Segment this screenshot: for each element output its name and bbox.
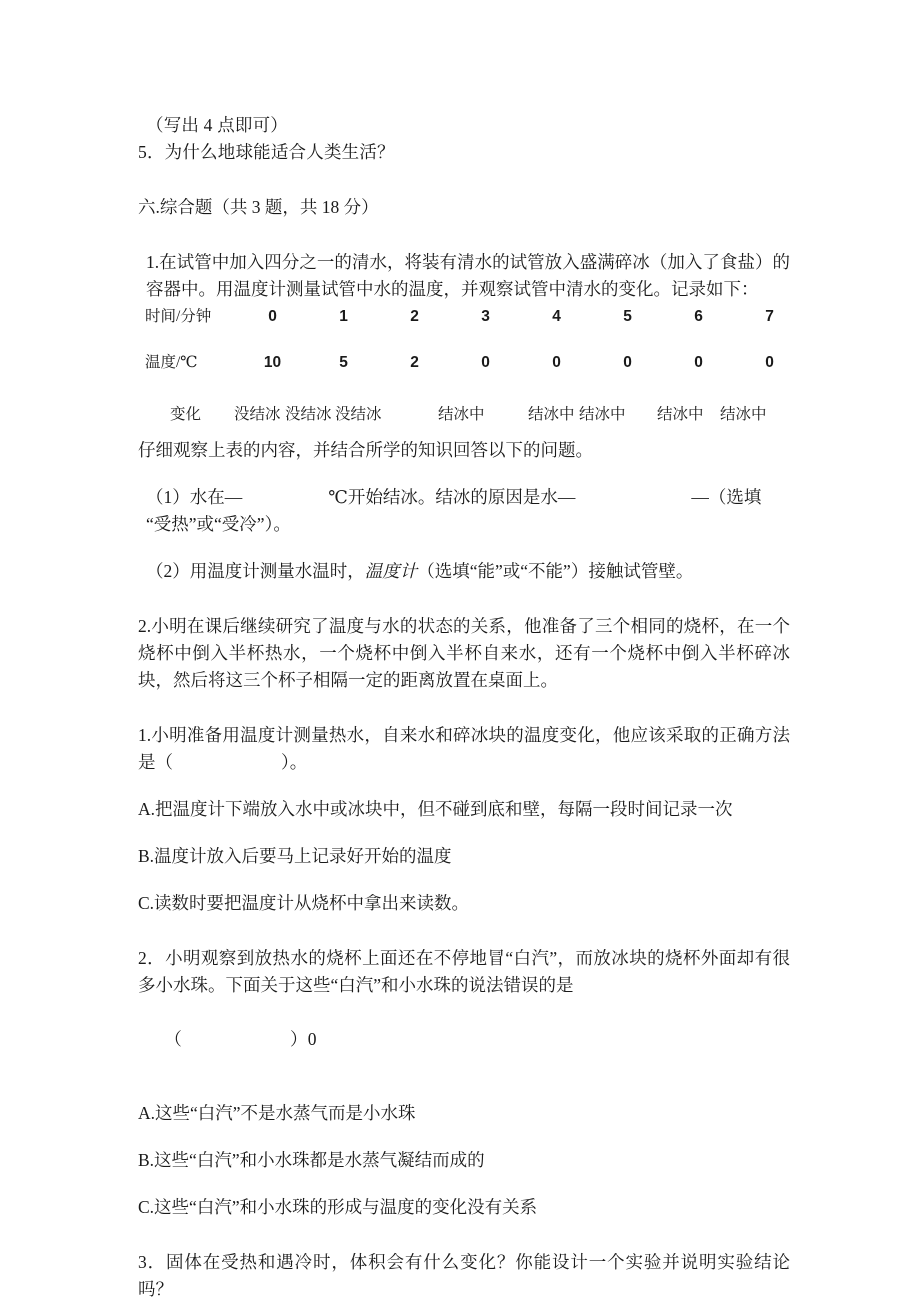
sub-question-1-part-d: “受热”或“受冷”）。 (146, 514, 291, 534)
change-cell: 没结冰 (335, 406, 382, 423)
spacer (138, 917, 790, 945)
temperature-cell: 0 (765, 354, 774, 371)
spacer (138, 1221, 790, 1249)
question-2-1-stem (138, 722, 790, 776)
hint-write-four-points: （写出 4 点即可） (146, 115, 288, 135)
spacer (138, 166, 790, 194)
temperature-cell: 0 (694, 354, 703, 371)
question-2-2-answer-parens (138, 999, 790, 1080)
temperature-cell: 0 (481, 354, 490, 371)
change-cell: 结冰中 (438, 406, 485, 423)
spacer (138, 870, 790, 890)
question-2-2-option-c[interactable]: C.这些“白汽”和小水珠的形成与温度的变化没有关系 (138, 1197, 538, 1217)
temperature-cell: 0 (552, 354, 561, 371)
time-cell: 7 (765, 308, 774, 325)
section-heading-six: 六.综合题（共 3 题，共 18 分） (138, 197, 379, 217)
temperature-cell: 5 (339, 354, 348, 371)
table-row-time (145, 307, 805, 353)
sub-question-1-part-c: —（选填 (691, 487, 762, 507)
question-2-2-stem: 2．小明观察到放热水的烧杯上面还在不停地冒“白汽”，而放冰块的烧杯外面却有很多小水珠。下面关于这些“白汽”和小水珠的说法错误的是 (138, 948, 790, 995)
time-cell: 0 (268, 308, 277, 325)
question-2-1-close: ）。 (281, 752, 308, 772)
spacer (138, 823, 790, 843)
table-row-change (145, 403, 790, 427)
sub-question-2-part-a: （2）用温度计测量水温时， (146, 561, 365, 581)
spacer (138, 221, 790, 249)
change-cell: 结冰中 (720, 406, 767, 423)
time-cell: 4 (552, 308, 561, 325)
comprehensive-question-1-stem: 1.在试管中加入四分之一的清水，将装有清水的试管放入盛满碎冰（加入了食盐）的容器中。用温度计测量试管中水的温度，并观察试管中清水的变化。记录如下： (146, 252, 790, 299)
spacer (138, 1127, 790, 1147)
question-5: 5．为什么地球能适合人类生活？ (138, 142, 395, 162)
temperature-cell: 10 (263, 354, 282, 371)
change-cell: 没结冰 (234, 406, 281, 423)
row-label-time: 时间/分钟 (145, 308, 212, 325)
row-label-change: 变化 (170, 406, 202, 423)
question-2-1-text: 1.小明准备用温度计测量热水，自来水和碎冰块的温度变化，他应该采取的正确方法是（ (138, 725, 790, 772)
sub-question-1-part-a: （1）水在— (146, 487, 243, 507)
spacer (138, 776, 790, 796)
time-cell: 3 (481, 308, 490, 325)
time-cell: 6 (694, 308, 703, 325)
sub-question-1 (138, 484, 790, 538)
spacer (138, 694, 790, 722)
question-2-1-option-a[interactable]: A.把温度计下端放入水中或冰块中，但不碰到底和壁，每隔一段时间记录一次 (138, 799, 733, 819)
spacer (138, 538, 790, 558)
question-2-2-option-b[interactable]: B.这些“白汽”和小水珠都是水蒸气凝结而成的 (138, 1150, 485, 1170)
question-2-1-option-c[interactable]: C.读数时要把温度计从烧杯中拿出来读数。 (138, 893, 470, 913)
paren-close: ）0 (290, 1029, 317, 1049)
time-cell: 5 (623, 308, 632, 325)
table-row-temperature (145, 353, 805, 403)
spacer (138, 427, 790, 437)
spacer (138, 585, 790, 613)
question-2-2-option-a[interactable]: A.这些“白汽”不是水蒸气而是小水珠 (138, 1103, 416, 1123)
change-cell: 结冰中 (528, 406, 575, 423)
temperature-cell: 0 (623, 354, 632, 371)
sub-question-2-italic-term: 温度计 (364, 561, 418, 581)
sub-question-1-part-b: ℃开始结冰。结冰的原因是水— (328, 487, 576, 507)
sub-question-2-part-b: （选填“能”或“不能”）接触试管壁。 (417, 561, 694, 581)
row-label-temperature: 温度/℃ (145, 354, 198, 371)
question-2-3-stem: 3．固体在受热和遇冷时，体积会有什么变化？你能设计一个实验并说明实验结论吗？ (138, 1252, 790, 1299)
change-cell: 结冰中 (579, 406, 626, 423)
change-cell: 结冰中 (657, 406, 704, 423)
spacer (138, 464, 790, 484)
observation-instruction: 仔细观察上表的内容，并结合所学的知识回答以下的问题。 (138, 440, 593, 460)
spacer (138, 1174, 790, 1194)
temperature-cell: 2 (410, 354, 419, 371)
paren-open: （ (164, 1029, 183, 1049)
sub-question-2 (138, 558, 790, 585)
time-cell: 2 (410, 308, 419, 325)
experiment-data-table (145, 307, 805, 403)
time-cell: 1 (339, 308, 348, 325)
change-cell: 没结冰 (285, 406, 332, 423)
question-2-1-option-b[interactable]: B.温度计放入后要马上记录好开始的温度 (138, 846, 452, 866)
comprehensive-question-2-stem: 2.小明在课后继续研究了温度与水的状态的关系，他准备了三个相同的烧杯，在一个烧杯中倒入半杯热水，一个烧杯中倒入半杯自来水，还有一个烧杯中倒入半杯碎冰块，然后将这三个杯子相隔一定的距离放置在桌面上。 (138, 616, 790, 690)
spacer (138, 1080, 790, 1100)
